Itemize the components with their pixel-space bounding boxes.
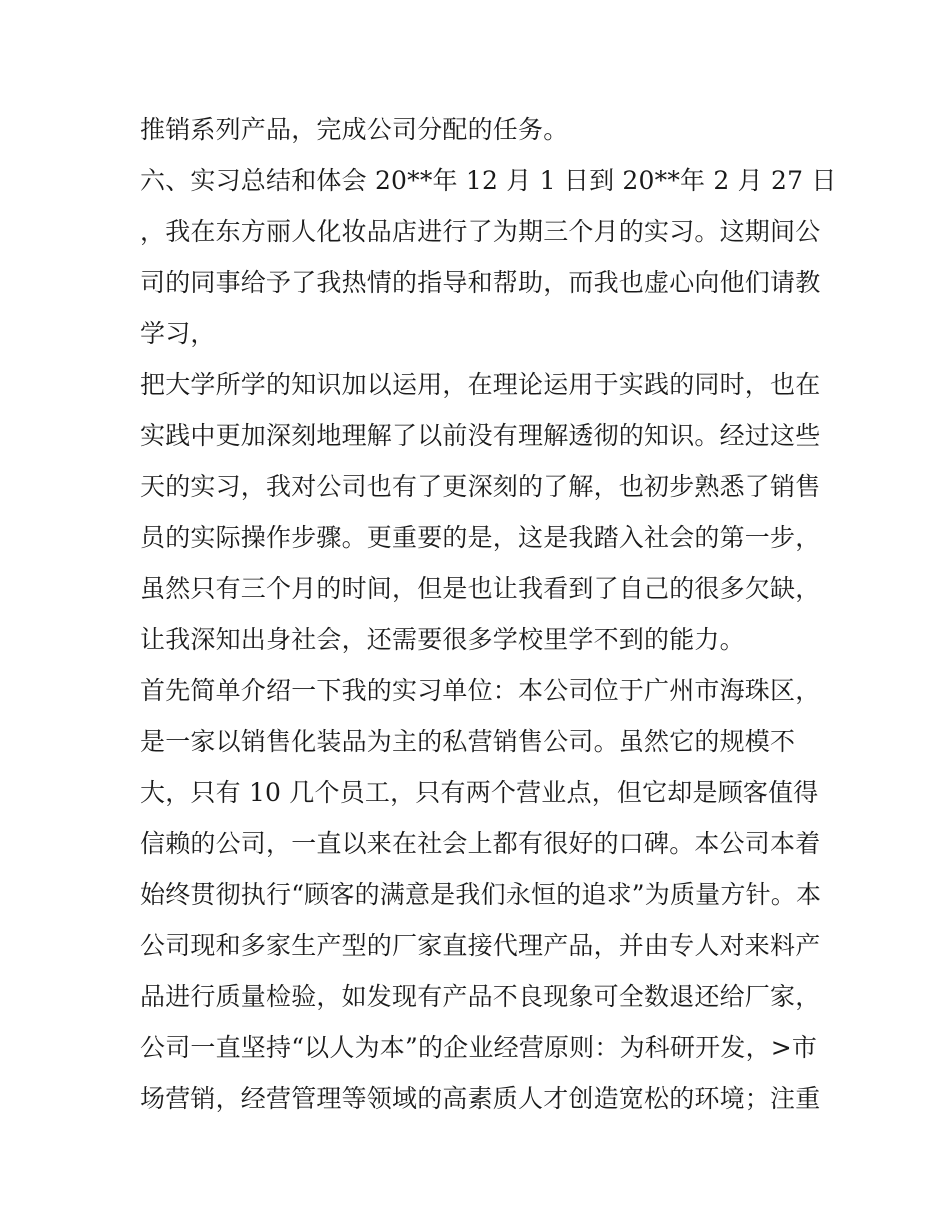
text-line: 公司现和多家生产型的厂家直接代理产品，并由专人对来料产 xyxy=(140,931,821,960)
text-line: 实践中更加深刻地理解了以前没有理解透彻的知识。经过这些 xyxy=(140,421,821,450)
section-heading-line: 六、实习总结和体会 20**年 12 月 1 日到 20**年 2 月 27 日 xyxy=(140,166,837,195)
text-line: 让我深知出身社会，还需要很多学校里学不到的能力。 xyxy=(140,625,745,654)
text-line: 司的同事给予了我热情的指导和帮助，而我也虚心向他们请教 xyxy=(140,268,821,297)
text-line: 公司一直坚持“以人为本”的企业经营原则：为科研开发，>市 xyxy=(140,1033,818,1062)
text-line: 学习， xyxy=(140,319,216,348)
text-line: 是一家以销售化装品为主的私营销售公司。虽然它的规模不 xyxy=(140,727,796,756)
text-line: 大，只有 10 几个员工，只有两个营业点，但它却是顾客值得 xyxy=(140,778,819,807)
text-line: 员的实际操作步骤。更重要的是，这是我踏入社会的第一步， xyxy=(140,523,821,552)
text-line: 把大学所学的知识加以运用，在理论运用于实践的同时，也在 xyxy=(140,370,821,399)
text-line: 场营销，经营管理等领域的高素质人才创造宽松的环境；注重 xyxy=(140,1084,821,1113)
text-line: 始终贯彻执行“顾客的满意是我们永恒的追求”为质量方针。本 xyxy=(140,880,822,909)
text-line: 推销系列产品，完成公司分配的任务。 xyxy=(140,115,569,144)
text-line: 天的实习，我对公司也有了更深刻的了解，也初步熟悉了销售 xyxy=(140,472,821,501)
text-line: 虽然只有三个月的时间，但是也让我看到了自己的很多欠缺， xyxy=(140,574,821,603)
text-line: 品进行质量检验，如发现有产品不良现象可全数退还给厂家， xyxy=(140,982,821,1011)
text-line: 首先简单介绍一下我的实习单位：本公司位于广州市海珠区， xyxy=(140,676,821,705)
body-text xyxy=(140,104,837,1124)
text-line: ，我在东方丽人化妆品店进行了为期三个月的实习。这期间公 xyxy=(140,217,821,246)
text-line: 信赖的公司，一直以来在社会上都有很好的口碑。本公司本着 xyxy=(140,829,821,858)
